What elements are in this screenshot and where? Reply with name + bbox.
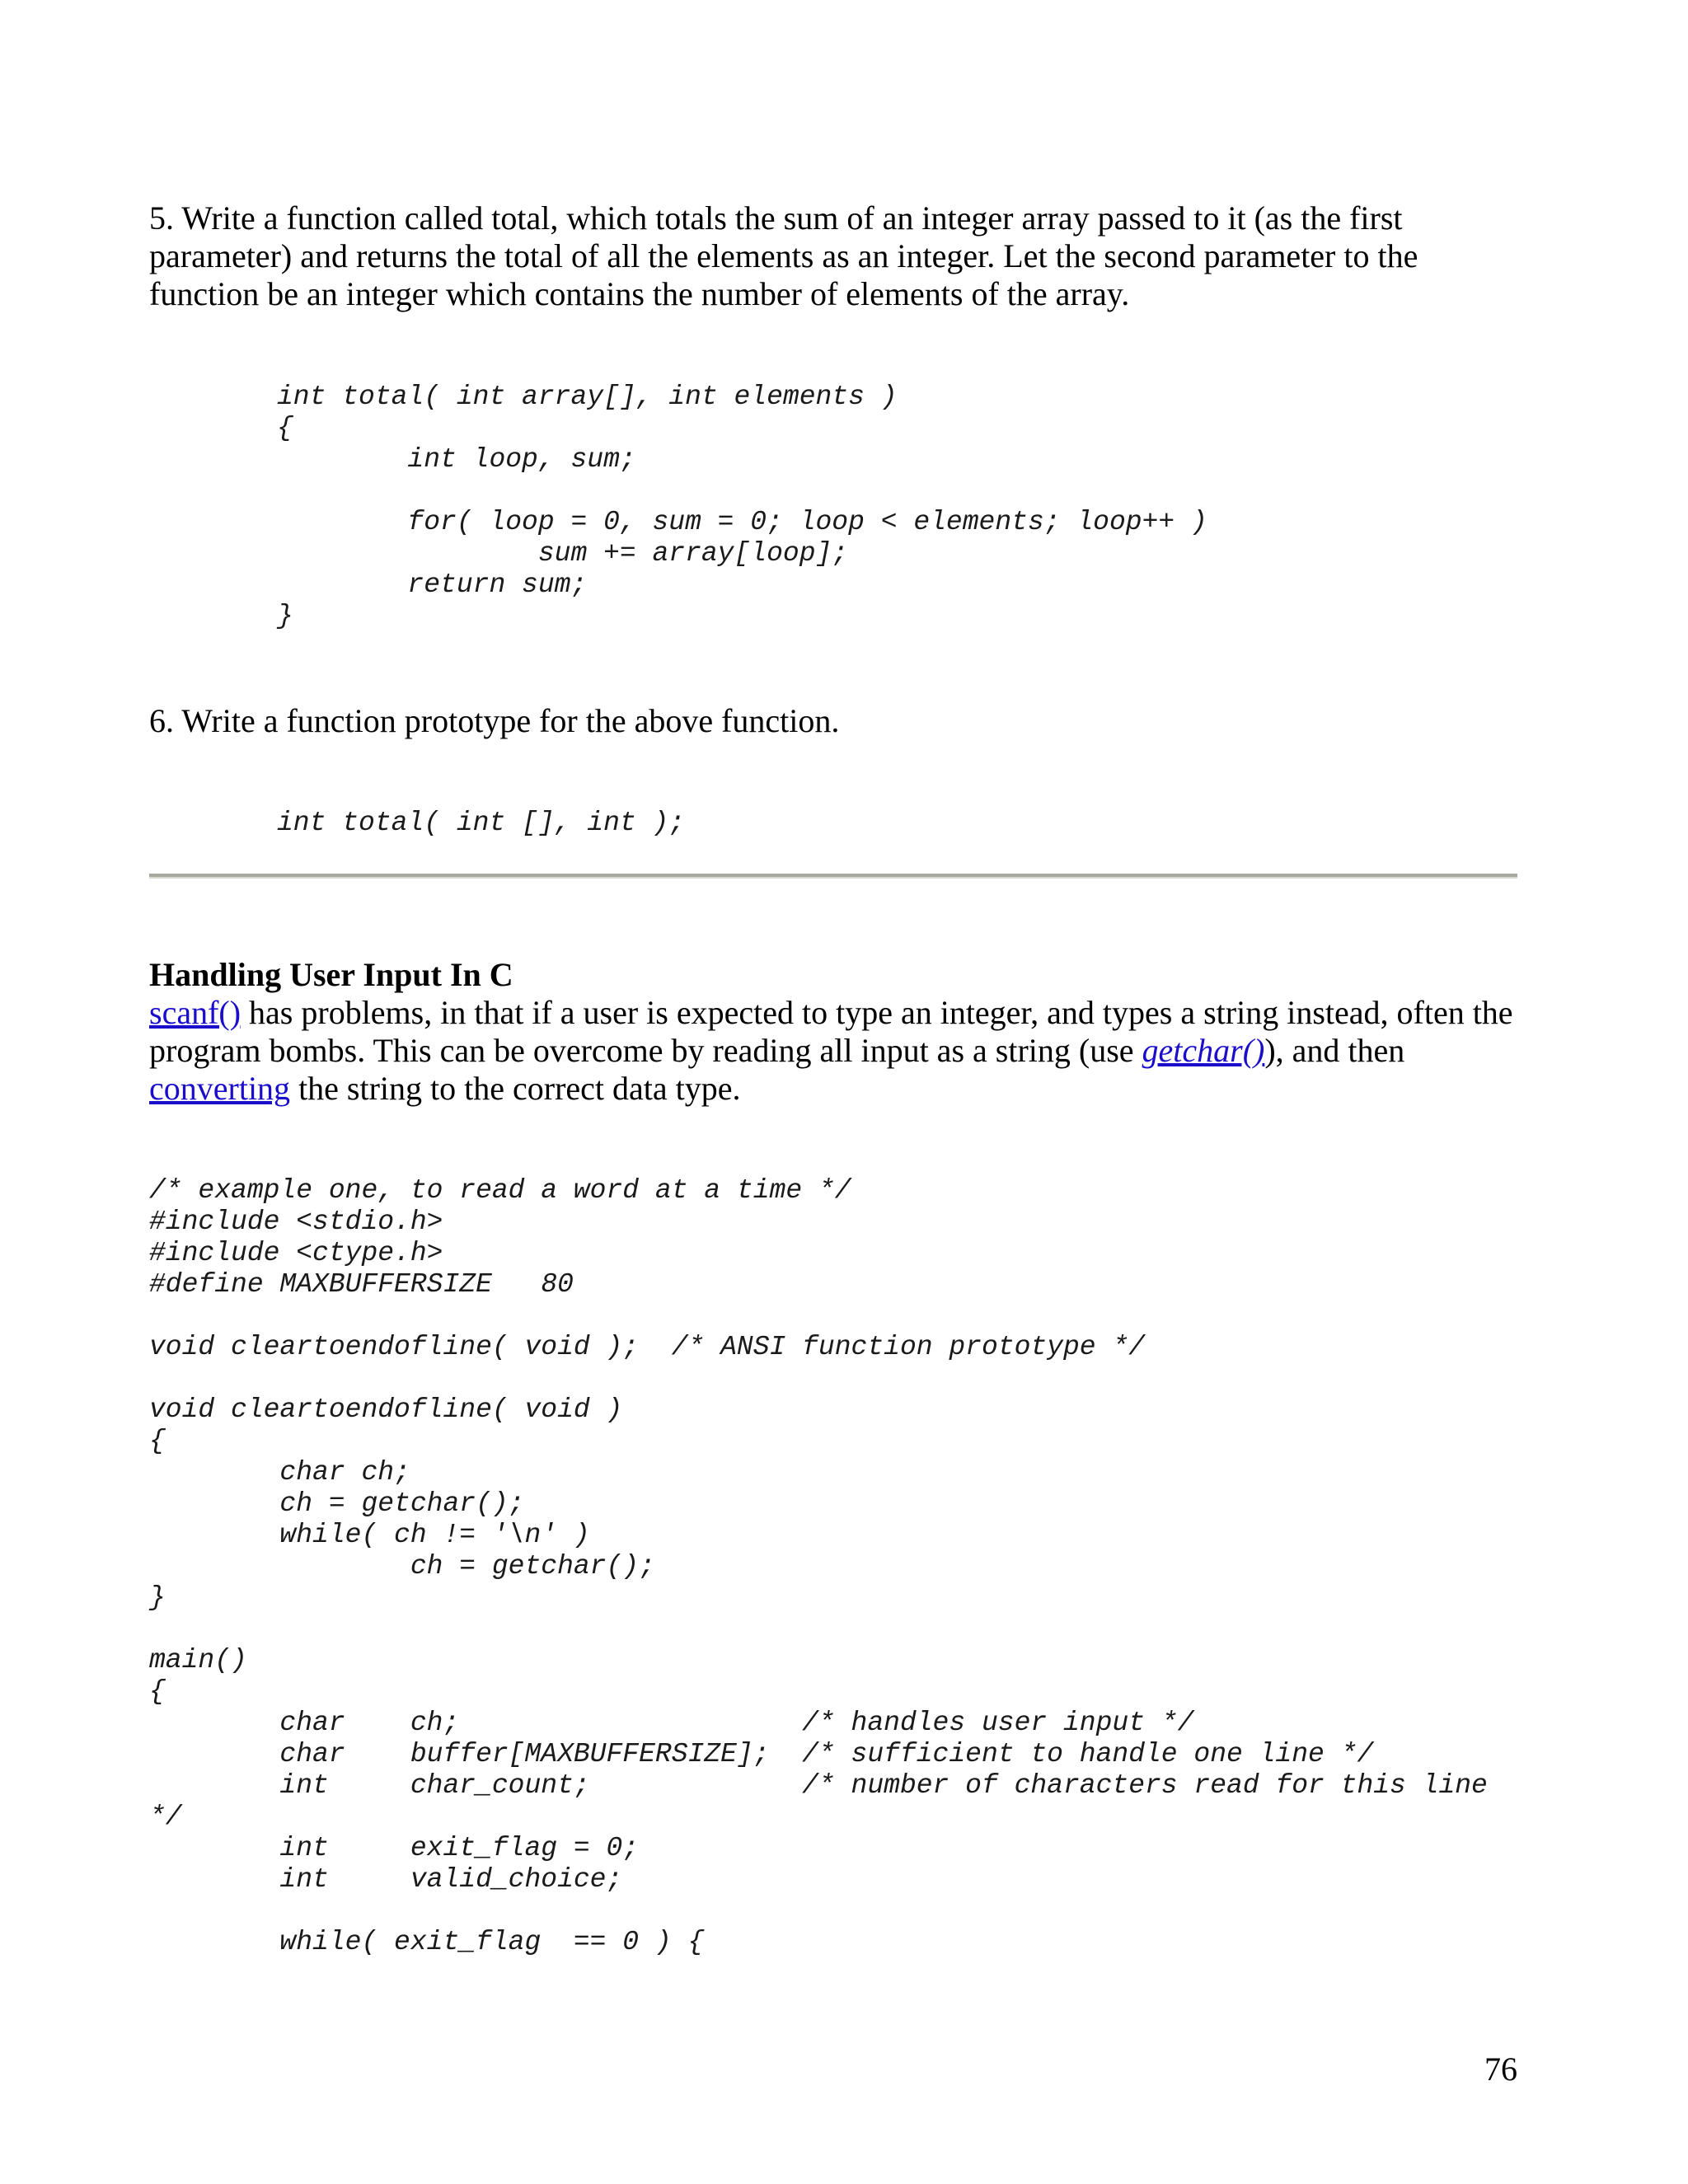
section-intro-paragraph (149, 994, 1517, 1108)
scanf-link[interactable]: scanf() (149, 994, 241, 1031)
getchar-link[interactable]: getchar() (1142, 1032, 1265, 1069)
intro-text-b: ), and then (1264, 1032, 1405, 1069)
example-one-code: /* example one, to read a word at a time */ #include <stdio.h> #include <ctype.h> #define MAXBUFFERSIZE 80 void cleartoendofline( void ); /* ANSI function prototype */ void cleartoendofline( void ) { char ch; ch = getchar(); while( ch != '\n' ) ch = getchar(); } main() { char ch; /* handles user input */ char buffer[MAXBUFFERSIZE]; /* sufficient to handle one line */ int char_count; /* number of characters read for this line */ int exit_flag = 0; int valid_choice; while( exit_flag == 0 ) { (149, 1175, 1488, 1957)
question-6-text: 6. Write a function prototype for the above function. (149, 702, 840, 739)
converting-link[interactable]: converting (149, 1070, 291, 1107)
intro-text-a: has problems, in that if a user is expected to type an integer, and types a string instead, often the program bombs. This can be overcome by reading all input as a string (use (149, 994, 1513, 1069)
section-heading: Handling User Input In C (149, 956, 513, 993)
page-number: 76 (1484, 2050, 1517, 2088)
intro-text-c: the string to the correct data type. (290, 1070, 741, 1107)
horizontal-divider (149, 874, 1517, 879)
prototype-code: int total( int [], int ); (277, 808, 686, 838)
total-function-code: int total( int array[], int elements ) { int loop, sum; for( loop = 0, sum = 0; loop < elements; loop++ ) sum += array[loop]; return sum; } (277, 382, 1207, 631)
question-5-text: 5. Write a function called total, which totals the sum of an integer array passed to it (as the first parameter) and returns the total of all the elements as an integer. Let the second parameter to the function be an integer which contains the number of elements of the array. (149, 199, 1418, 312)
